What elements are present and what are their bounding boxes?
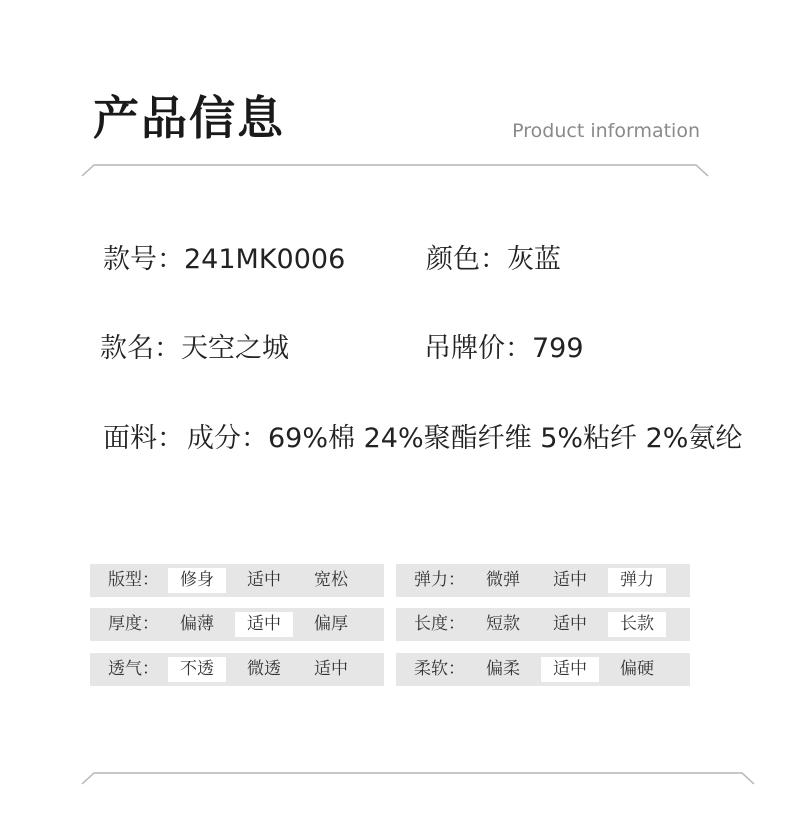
fabric-label: 面料： [103, 423, 184, 454]
attr-fit [90, 564, 384, 597]
attr-breathability-label: 透气： [108, 659, 159, 679]
style-number-field [103, 240, 345, 280]
attr-length-label: 长度： [414, 614, 465, 634]
attr-thickness [90, 608, 384, 641]
style-name-label: 款名： [100, 333, 181, 364]
attr-softness-option-2: 适中 [541, 657, 599, 682]
attr-softness-option-3: 偏硬 [620, 659, 654, 679]
attr-elasticity [396, 564, 690, 597]
attr-breathability-option-2: 微透 [247, 659, 281, 679]
attr-thickness-label: 厚度： [108, 614, 159, 634]
attr-breathability-option-3: 适中 [314, 659, 348, 679]
attr-elasticity-option-3: 弹力 [608, 568, 666, 593]
attr-length-option-2: 适中 [553, 614, 587, 634]
attr-length [396, 608, 690, 641]
tag-price-field [424, 329, 584, 369]
style-name-value: 天空之城 [181, 333, 289, 364]
attr-thickness-option-1: 偏薄 [180, 614, 214, 634]
attr-softness-option-1: 偏柔 [486, 659, 520, 679]
attr-thickness-option-3: 偏厚 [314, 614, 348, 634]
attr-elasticity-option-2: 适中 [553, 570, 587, 590]
attr-elasticity-label: 弹力： [414, 570, 465, 590]
attr-breathability [90, 653, 384, 686]
color-label: 颜色： [426, 244, 507, 275]
color-value: 灰蓝 [507, 244, 561, 275]
attr-fit-option-2: 适中 [247, 570, 281, 590]
tag-price-label: 吊牌价： [424, 333, 532, 364]
style-name-field [100, 329, 289, 369]
fabric-value: 成分：69%棉 24%聚酯纤维 5%粘纤 2%氨纶 [187, 423, 743, 454]
attr-breathability-option-1: 不透 [168, 657, 226, 682]
style-number-label: 款号： [103, 244, 184, 275]
page-subtitle: Product information [512, 120, 700, 142]
attr-fit-label: 版型： [108, 570, 159, 590]
attr-softness-label: 柔软： [414, 659, 465, 679]
tag-price-value: 799 [532, 333, 584, 364]
attr-fit-option-1: 修身 [168, 568, 226, 593]
attr-elasticity-option-1: 微弹 [486, 570, 520, 590]
style-number-value: 241MK0006 [184, 244, 346, 275]
attr-length-option-1: 短款 [486, 614, 520, 634]
bottom-divider [0, 766, 790, 786]
attr-length-option-3: 长款 [608, 612, 666, 637]
page-title: 产品信息 [93, 91, 285, 145]
attr-softness [396, 653, 690, 686]
color-field [426, 240, 561, 280]
attr-thickness-option-2: 适中 [235, 612, 293, 637]
top-divider [0, 158, 790, 178]
attr-fit-option-3: 宽松 [314, 570, 348, 590]
